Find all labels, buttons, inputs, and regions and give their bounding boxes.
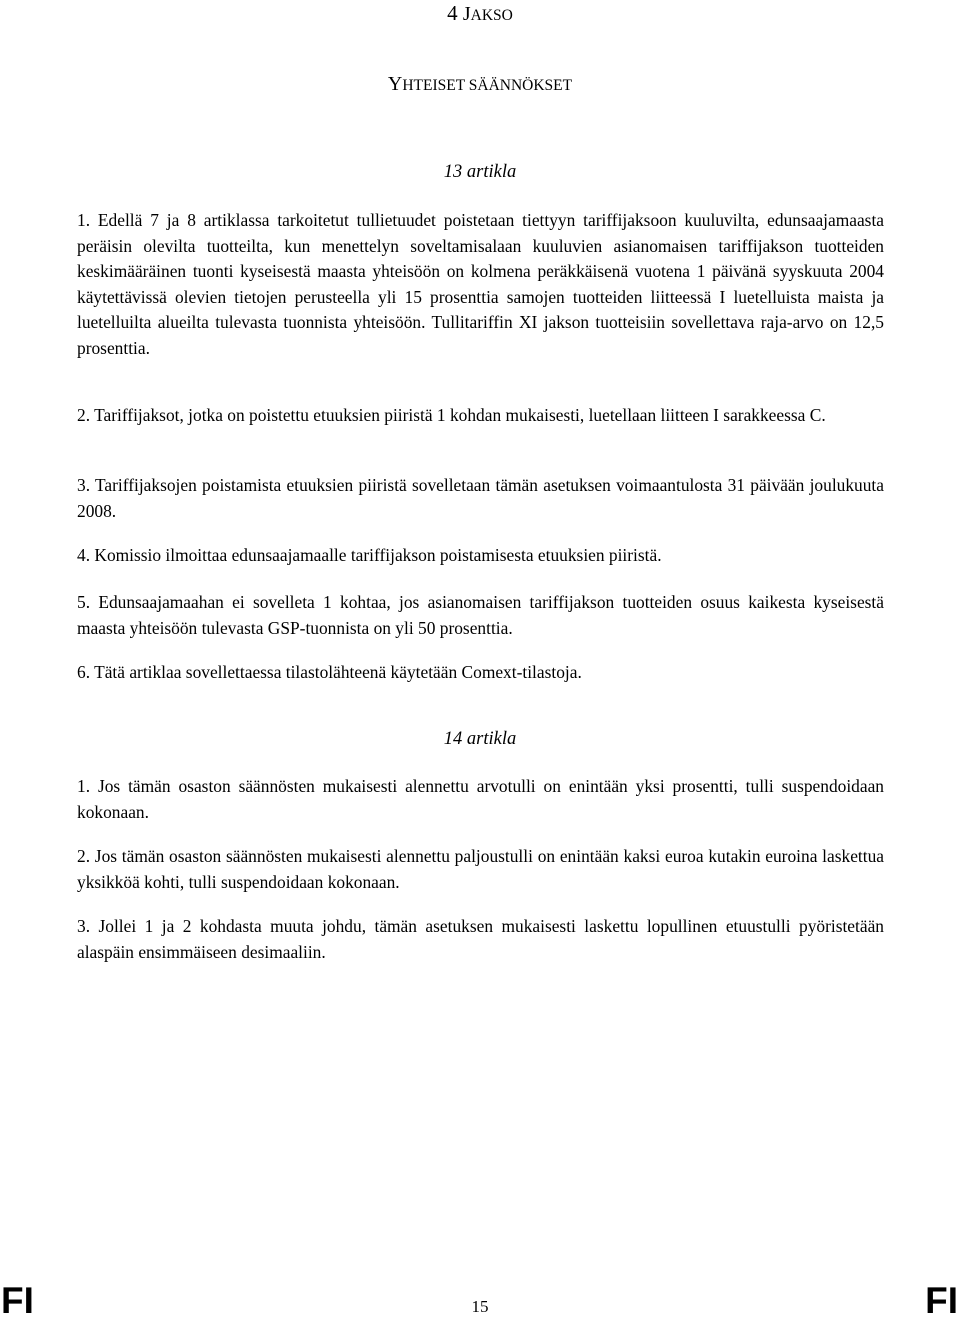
article-13-paragraph-4: 4. Komissio ilmoittaa edunsaajamaalle tariffijakson poistamisesta etuuksien piiristä. — [77, 545, 662, 565]
article-13-paragraph-5: 5. Edunsaajamaahan ei sovelleta 1 kohtaa, jos asianomaisen tariffijakson tuotteiden osuus kaikesta kyseisestä maasta yhteisöön tulevasta GSP-tuonnista on yli 50 prosenttia. — [77, 592, 884, 638]
footer-language-code-left: FI — [1, 1280, 34, 1321]
chapter-number: 4 — [447, 1, 458, 25]
article-14-heading: 14 artikla — [443, 729, 517, 749]
footer-language-code-right: FI — [925, 1280, 958, 1321]
section-title-initial: Y — [387, 73, 403, 95]
article-14-paragraph-3: 3. Jollei 1 ja 2 kohdasta muuta johdu, tämän asetuksen mukaisesti laskettu lopullinen etuustulli pyöristetään alaspäin ensimmäiseen desimaaliin. — [77, 916, 884, 962]
section-title-rest: HTEISET SÄÄNNÖKSET — [402, 77, 573, 94]
article-13-paragraph-6: 6. Tätä artiklaa sovellettaessa tilastolähteenä käytetään Comext-tilastoja. — [77, 662, 582, 682]
section-title — [0, 71, 960, 99]
page-number: 15 — [471, 1297, 489, 1316]
chapter-heading — [0, 0, 960, 29]
chapter-word-rest: AKSO — [470, 7, 513, 24]
article-13-heading: 13 artikla — [443, 162, 517, 182]
article-14-paragraph-1: 1. Jos tämän osaston säännösten mukaisesti alennettu arvotulli on enintään yksi prosentti, tulli suspendoidaan kokonaan. — [77, 776, 884, 822]
article-14-paragraph-2: 2. Jos tämän osaston säännösten mukaisesti alennettu paljoustulli on enintään kaksi euroa kutakin euroina laskettua yksikköä kohti, tulli suspendoidaan kokonaan. — [77, 846, 884, 892]
article-13-paragraph-1: 1. Edellä 7 ja 8 artiklassa tarkoitetut tullietuudet poistetaan tiettyyn tariffijaksoon kuuluvilta, edunsaajamaasta peräisin olevilta tuotteilta, kun menettelyn soveltamisalaan kuuluvien asianomaisen tariffijakson tuotteiden keskimääräinen tuonti kyseisestä maasta yhteisöön on kolmena peräkkäisenä vuotena 1 päivänä syyskuuta 2004 käytettävissä olevien tietojen perusteella yli 15 prosenttia samojen tuotteiden liitteessä I luetelluista maista ja luetelluilta alueilta tulevasta tuonnista yhteisöön. Tullitariffin XI jakson tuotteisiin sovellettava raja-arvo on 12,5 prosenttia. — [77, 210, 884, 358]
article-13-paragraph-2: 2. Tariffijaksot, jotka on poistettu etuuksien piiristä 1 kohdan mukaisesti, luetellaan liitteen I sarakkeessa C. — [77, 405, 826, 425]
chapter-word-initial: J — [462, 3, 471, 25]
article-13-paragraph-3: 3. Tariffijaksojen poistamista etuuksien piiristä sovelletaan tämän asetuksen voimaantulosta 31 päivään joulukuuta 2008. — [77, 475, 884, 521]
